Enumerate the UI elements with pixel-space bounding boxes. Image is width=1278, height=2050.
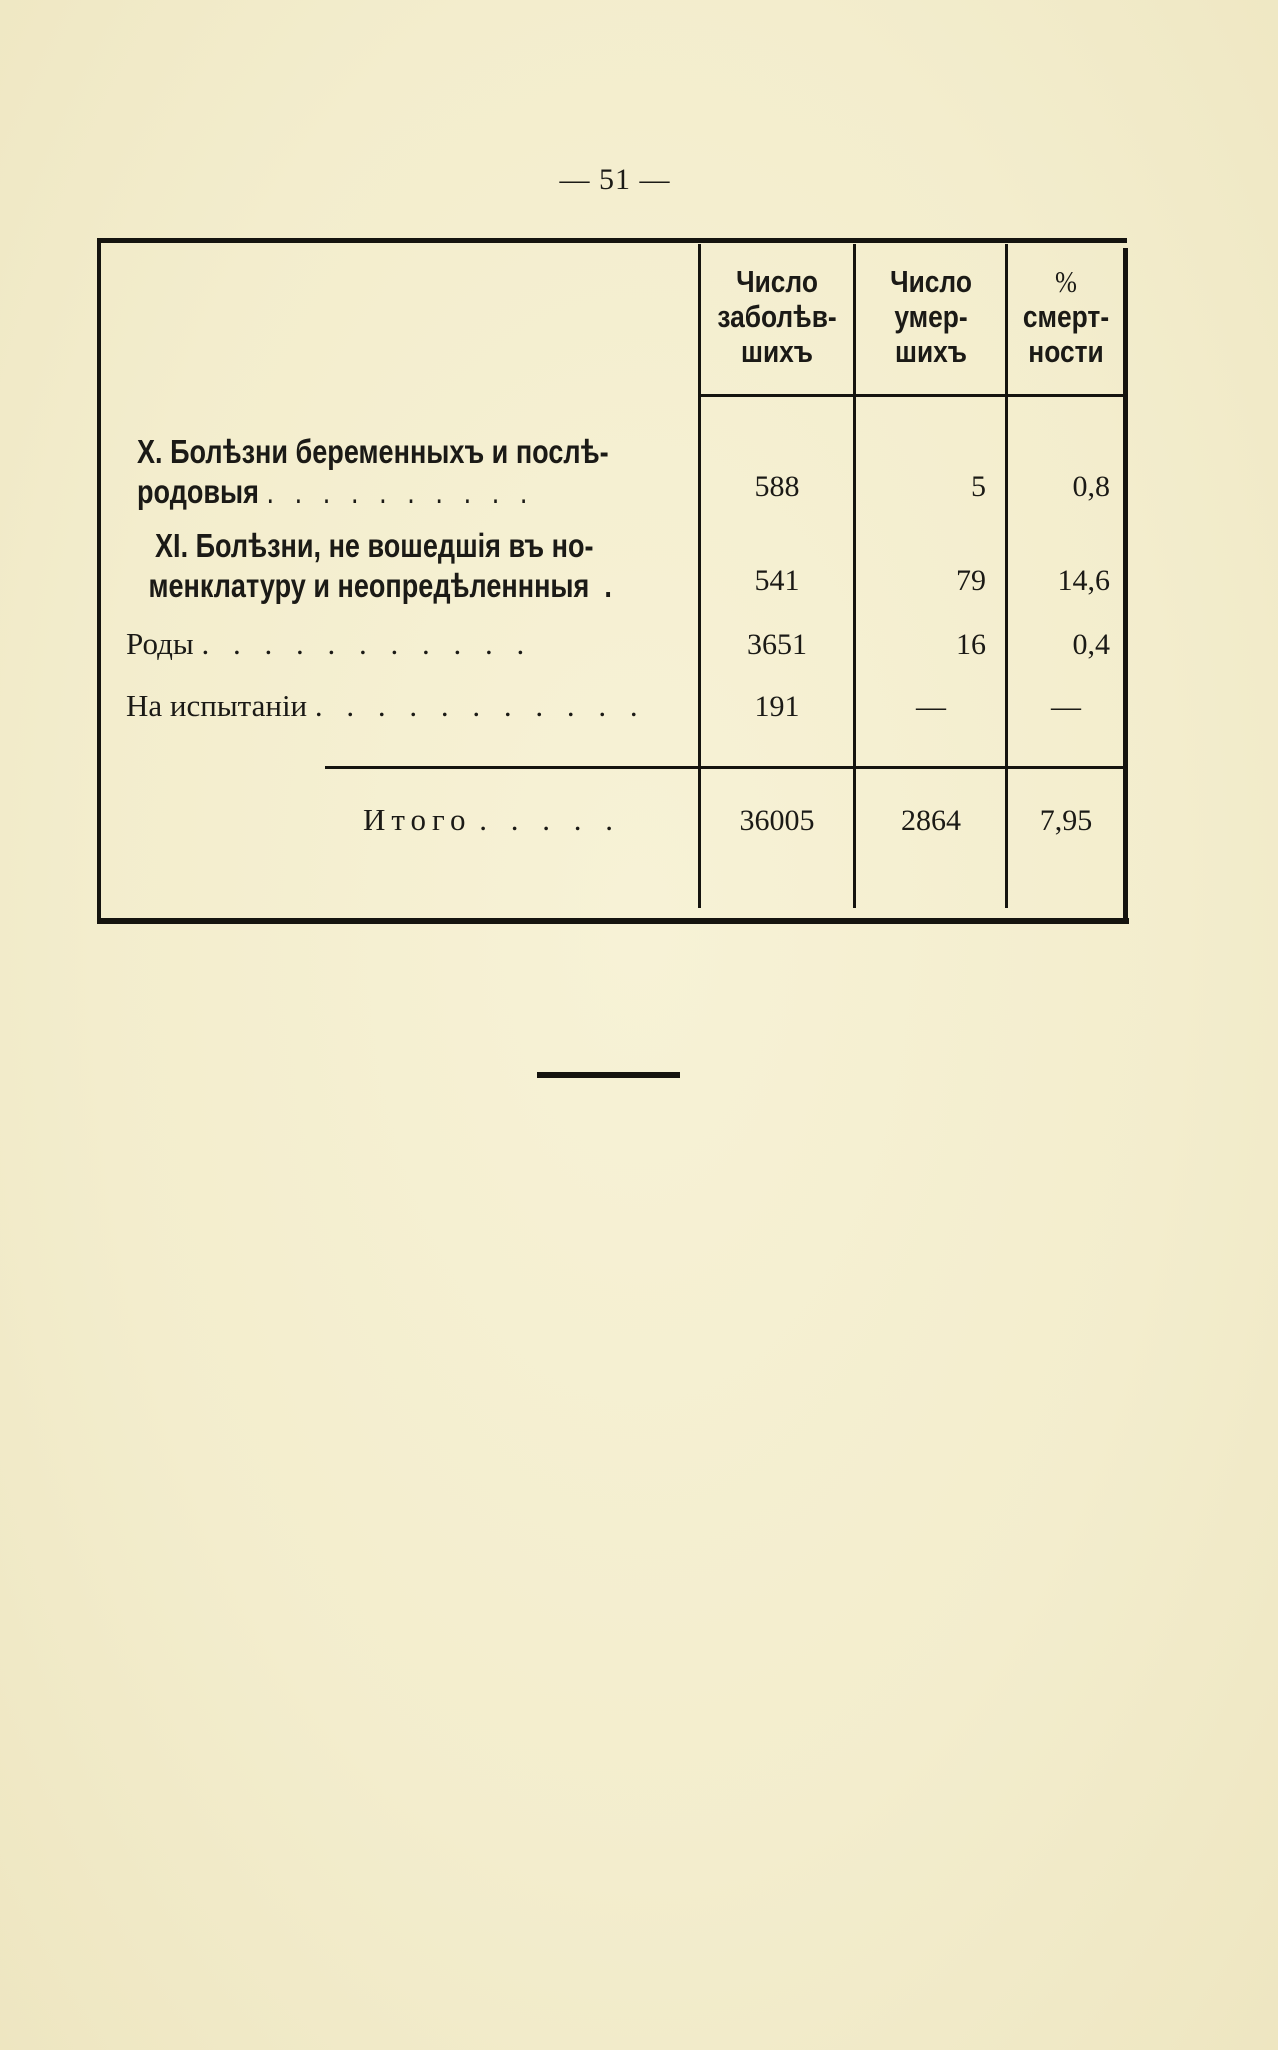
- row-xi-line1: XI. Болѣзни, не вошедшія въ но-: [155, 527, 594, 564]
- cell-dead: 16: [956, 628, 986, 661]
- cell-pct: 14,6: [1057, 564, 1110, 597]
- cell-dead: 5: [971, 470, 986, 503]
- row-trial-text: На испытаніи: [126, 688, 308, 723]
- header-rule: [700, 394, 1124, 397]
- header-pct-line3: ности: [1028, 334, 1104, 369]
- closing-rule: [537, 1072, 680, 1078]
- cell-pct: 0,8: [1072, 470, 1110, 503]
- row-xi-line2-text: менклатуру и неопредѣленнныя: [148, 567, 590, 604]
- row-births-text: Роды: [126, 626, 194, 661]
- header-pct-line2: смерт-: [1022, 299, 1110, 334]
- table-top-border: [97, 238, 1127, 243]
- header-sick-line2: заболѣв-: [717, 299, 837, 334]
- header-dead-line3: шихъ: [894, 334, 968, 369]
- row-trial-leader: . . . . . . . . . . .: [314, 688, 646, 723]
- cell-dead-total: 2864: [901, 804, 961, 837]
- cell-sick: 588: [754, 470, 800, 503]
- table-bottom-border: [97, 918, 1129, 924]
- cell-pct: —: [1051, 690, 1081, 723]
- header-sick-line1: Число: [736, 264, 818, 299]
- row-label: [137, 432, 609, 512]
- total-rule: [325, 766, 1123, 769]
- header-dead-line2: умер-: [894, 299, 968, 334]
- cell-pct-total: 7,95: [1039, 804, 1093, 837]
- cell-sick: 191: [754, 690, 800, 723]
- header-dead-line1: Число: [890, 264, 972, 299]
- row-x-line2-text: родовыя: [137, 473, 259, 510]
- cell-sick-total: 36005: [739, 804, 815, 837]
- page-number: — 51 —: [559, 163, 671, 196]
- total-leader: . . . . .: [479, 802, 621, 837]
- table-left-border: [97, 238, 101, 924]
- row-xi-line2: [148, 566, 611, 606]
- header-sick-count: [701, 264, 853, 369]
- cell-dead: —: [916, 690, 946, 723]
- cell-pct: 0,4: [1072, 628, 1110, 661]
- total-text: Итого: [363, 802, 472, 837]
- cell-sick: 541: [754, 564, 800, 597]
- row-xi-leader: .: [604, 567, 612, 604]
- total-label: [363, 800, 621, 840]
- header-sick-line3: шихъ: [740, 334, 814, 369]
- header-dead-count: [856, 264, 1006, 369]
- cell-dead: 79: [956, 564, 986, 597]
- row-x-line1: X. Болѣзни беременныхъ и послѣ-: [137, 433, 609, 470]
- row-label: [126, 686, 646, 726]
- row-births-leader: . . . . . . . . . . .: [201, 626, 533, 661]
- mortality-table: [97, 238, 1129, 924]
- row-x-line2: [137, 472, 609, 512]
- row-label: [148, 526, 612, 606]
- row-label: [126, 624, 532, 664]
- cell-sick: 3651: [747, 628, 807, 661]
- header-mortality-pct: [1008, 264, 1124, 369]
- header-pct-line1: %: [1055, 264, 1077, 299]
- row-x-leader: . . . . . . . . . .: [266, 473, 534, 510]
